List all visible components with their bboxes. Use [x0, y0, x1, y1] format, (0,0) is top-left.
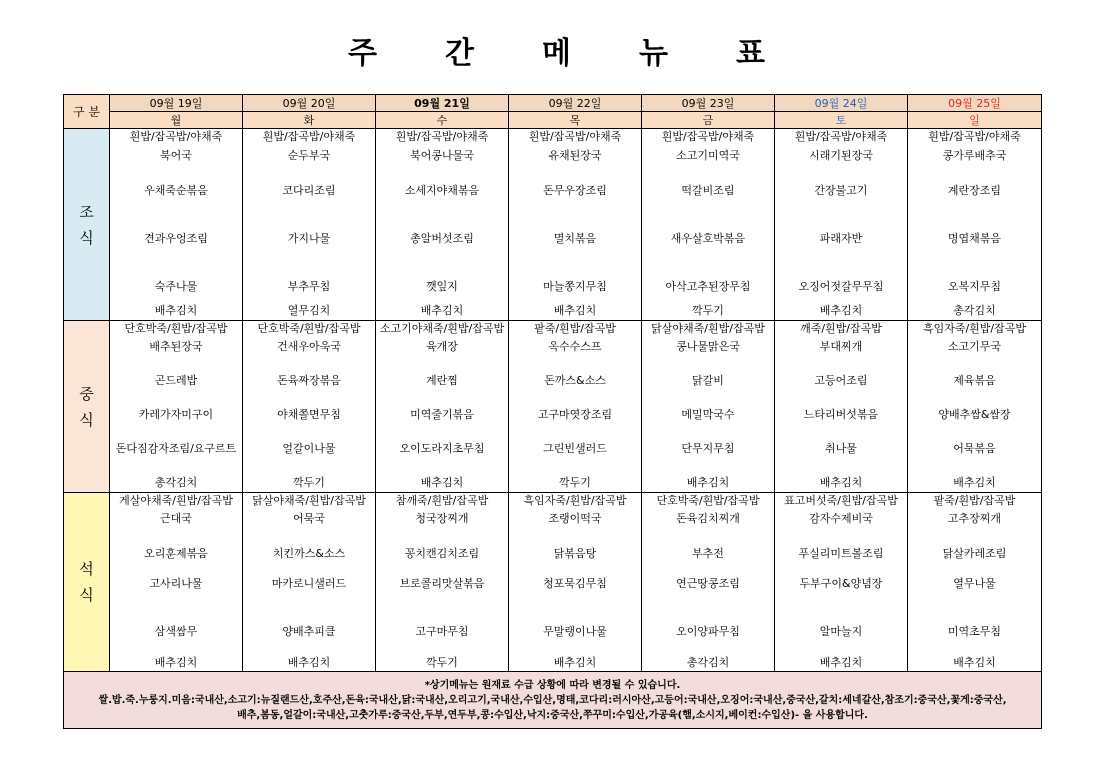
menu-item: 흰밥/잡곡밥/야채죽	[794, 130, 888, 143]
menu-item: 깍두기	[559, 476, 591, 489]
menu-item: 곤드레밥	[154, 374, 198, 387]
menu-item: 배추김치	[553, 304, 597, 317]
breakfast-cell	[642, 129, 775, 321]
menu-item: 배추김치	[553, 656, 597, 669]
day-tue: 화	[243, 112, 376, 129]
menu-item: 부추무침	[287, 280, 331, 293]
menu-item: 삼색쌈무	[154, 625, 198, 638]
menu-item: 열무나물	[953, 577, 996, 590]
menu-item: 단호박죽/흰밥/잡곡밥	[257, 322, 361, 335]
menu-item: 돈까스&소스	[544, 374, 606, 387]
lunch-cell	[775, 321, 908, 493]
dinner-cell	[376, 493, 509, 672]
menu-item: 닭살카레조림	[942, 547, 1007, 560]
menu-item: 시래기된장국	[809, 149, 873, 162]
lunch-cell	[908, 321, 1042, 493]
lunch-cell	[376, 321, 509, 493]
menu-item: 간장불고기	[814, 184, 868, 197]
menu-item: 고추장찌개	[947, 512, 1002, 525]
menu-item: 건새우아욱국	[277, 340, 341, 353]
lunch-cell	[509, 321, 642, 493]
date-fri: 09월 23일	[642, 95, 775, 112]
menu-item: 흑임자죽/흰밥/잡곡밥	[523, 494, 627, 507]
menu-item: 돈육짜장볶음	[277, 374, 341, 387]
menu-item: 돈다짐감자조림/요구르트	[115, 442, 237, 455]
menu-item: 배추김치	[819, 476, 863, 489]
menu-item: 양배추피클	[282, 625, 336, 638]
footer-line-1: *상기메뉴는 원재료 수급 상황에 따라 변경될 수 있습니다.	[424, 679, 681, 691]
menu-item: 열무김치	[287, 304, 331, 317]
menu-item: 우채죽순볶음	[144, 184, 208, 197]
menu-item: 메밀막국수	[681, 408, 735, 421]
menu-item: 카레가자미구이	[138, 408, 214, 421]
menu-item: 총각김치	[686, 656, 730, 669]
menu-item: 떡갈비조림	[681, 184, 735, 197]
menu-item: 소고기무국	[947, 340, 1002, 353]
title-char: 표	[735, 36, 765, 71]
menu-item: 유채된장국	[548, 149, 602, 162]
menu-item: 배추김치	[420, 304, 464, 317]
menu-item: 흑임자죽/흰밥/잡곡밥	[922, 322, 1027, 335]
menu-item: 고구마무침	[415, 625, 469, 638]
menu-item: 깻잎지	[426, 280, 458, 293]
day-fri: 금	[642, 112, 775, 129]
menu-item: 배추김치	[287, 656, 331, 669]
menu-item: 꽁치캔김치조림	[404, 547, 480, 560]
lunch-cell	[243, 321, 376, 493]
menu-item: 배추된장국	[149, 340, 203, 353]
menu-item: 육개장	[426, 340, 458, 353]
menu-item: 마늘쫑지무침	[543, 280, 607, 293]
menu-item: 연근땅콩조림	[676, 577, 740, 590]
menu-item: 오징어젓갈무무침	[798, 280, 884, 293]
title-char: 간	[445, 36, 474, 71]
menu-item: 조랭이떡국	[548, 512, 602, 525]
dinner-label: 석 식	[64, 493, 110, 672]
dinner-cell	[110, 493, 243, 672]
menu-item: 단무지무침	[681, 442, 735, 455]
menu-item: 부추전	[692, 547, 724, 560]
menu-item: 흰밥/잡곡밥/야채죽	[129, 130, 223, 143]
menu-item: 미역초무침	[947, 625, 1002, 638]
menu-item: 닭볶음탕	[553, 547, 597, 560]
menu-item: 두부구이&양념장	[799, 577, 883, 590]
menu-item: 취나물	[825, 442, 857, 455]
title-char: 메	[542, 36, 571, 71]
day-wed: 수	[376, 112, 509, 129]
menu-item: 팥죽/흰밥/잡곡밥	[534, 322, 616, 335]
menu-item: 브로콜리맛살볶음	[399, 577, 485, 590]
menu-item: 계란찜	[426, 374, 458, 387]
menu-item: 근대국	[160, 512, 192, 525]
menu-item: 돈무우장조림	[543, 184, 607, 197]
menu-item: 흰밥/잡곡밥/야채죽	[661, 130, 755, 143]
menu-item: 표고버섯죽/흰밥/잡곡밥	[784, 494, 898, 507]
menu-item: 흰밥/잡곡밥/야채죽	[395, 130, 489, 143]
menu-item: 어묵볶음	[953, 442, 996, 455]
menu-item: 멸치볶음	[553, 232, 597, 245]
menu-item: 깍두기	[293, 476, 325, 489]
date-wed: 09월 21일	[376, 95, 509, 112]
menu-item: 북어국	[160, 149, 192, 162]
menu-item: 어묵국	[293, 512, 325, 525]
title-char: 뉴	[638, 36, 668, 71]
menu-item: 흰밥/잡곡밥/야채죽	[528, 130, 622, 143]
title-char: 주	[348, 36, 378, 71]
breakfast-cell	[775, 129, 908, 321]
menu-item: 견과우엉조림	[144, 232, 208, 245]
date-mon: 09월 19일	[110, 95, 243, 112]
menu-item: 배추김치	[686, 476, 730, 489]
menu-item: 푸실리미트볼조림	[798, 547, 884, 560]
menu-item: 고사리나물	[149, 577, 203, 590]
menu-item: 배추김치	[420, 476, 464, 489]
menu-item: 배추김치	[819, 656, 863, 669]
menu-item: 배추김치	[154, 304, 198, 317]
menu-item: 북어콩나물국	[410, 149, 474, 162]
menu-item: 그린빈샐러드	[543, 442, 607, 455]
menu-item: 계란장조림	[947, 184, 1002, 197]
menu-item: 닭살야채죽/흰밥/잡곡밥	[252, 494, 366, 507]
menu-item: 총각김치	[154, 476, 198, 489]
dinner-cell	[908, 493, 1042, 672]
menu-item: 오이도라지초무침	[399, 442, 485, 455]
menu-item: 야채쫄면무침	[277, 408, 341, 421]
menu-item: 파래자반	[819, 232, 863, 245]
menu-item: 명엽채볶음	[947, 232, 1002, 245]
menu-item: 부대찌개	[819, 340, 863, 353]
day-thu: 목	[509, 112, 642, 129]
menu-item: 느타리버섯볶음	[803, 408, 879, 421]
menu-item: 배추김치	[953, 476, 996, 489]
menu-item: 닭갈비	[692, 374, 724, 387]
day-sat: 토	[775, 112, 908, 129]
menu-item: 가지나물	[287, 232, 331, 245]
date-sat: 09월 24일	[775, 95, 908, 112]
menu-item: 얼갈이나물	[282, 442, 336, 455]
menu-item: 소고기미역국	[676, 149, 740, 162]
menu-item: 소고기야채죽/흰밥/잡곡밥	[379, 322, 505, 335]
date-tue: 09월 20일	[243, 95, 376, 112]
menu-item: 단호박죽/흰밥/잡곡밥	[124, 322, 228, 335]
menu-item: 코다리조림	[282, 184, 336, 197]
menu-item: 단호박죽/흰밥/잡곡밥	[656, 494, 760, 507]
lunch-label: 중 식	[64, 321, 110, 493]
menu-item: 무말랭이나물	[543, 625, 607, 638]
menu-item: 닭살야채죽/흰밥/잡곡밥	[651, 322, 765, 335]
breakfast-label: 조 식	[64, 129, 110, 321]
dinner-row	[64, 493, 1042, 672]
menu-item: 깍두기	[426, 656, 458, 669]
menu-item: 흰밥/잡곡밥/야채죽	[262, 130, 356, 143]
menu-item: 청포묵김무침	[543, 577, 607, 590]
dinner-cell	[243, 493, 376, 672]
menu-item: 참깨죽/흰밥/잡곡밥	[395, 494, 489, 507]
breakfast-cell	[509, 129, 642, 321]
menu-item: 고구마엿장조림	[537, 408, 613, 421]
menu-item: 흰밥/잡곡밥/야채죽	[928, 130, 1021, 143]
footer-line-3: 배추,봄동,얼갈이:국내산,고춧가루:중국산,두부,연두부,콩:수입산,낙지:중국산,쭈꾸미:수입산,가공육(햄,소시지,베이컨:수입산)- 을 사용합니다.	[237, 709, 868, 721]
menu-item: 청국장찌개	[415, 512, 469, 525]
breakfast-cell	[243, 129, 376, 321]
menu-item: 깍두기	[692, 304, 724, 317]
page-title	[0, 28, 1113, 72]
lunch-row	[64, 321, 1042, 493]
menu-item: 새우살호박볶음	[670, 232, 746, 245]
menu-item: 돈육김치찌개	[676, 512, 740, 525]
menu-item: 치킨까스&소스	[272, 547, 346, 560]
menu-item: 고등어조림	[814, 374, 868, 387]
menu-item: 배추김치	[953, 656, 996, 669]
menu-item: 팥죽/흰밥/잡곡밥	[933, 494, 1016, 507]
menu-item: 소세지야채볶음	[404, 184, 480, 197]
menu-item: 아삭고추된장무침	[665, 280, 751, 293]
menu-item: 총알버섯조림	[410, 232, 474, 245]
corner-label: 구 분	[64, 95, 110, 129]
lunch-cell	[642, 321, 775, 493]
menu-item: 오복지무침	[947, 280, 1002, 293]
day-mon: 월	[110, 112, 243, 129]
menu-item: 깨죽/흰밥/잡곡밥	[800, 322, 882, 335]
dinner-cell	[509, 493, 642, 672]
breakfast-cell	[110, 129, 243, 321]
menu-item: 배추김치	[819, 304, 863, 317]
dinner-cell	[642, 493, 775, 672]
menu-item: 숙주나물	[154, 280, 198, 293]
menu-item: 양배추쌈&쌈장	[938, 408, 1011, 421]
footer-line-2: 쌀.밥.죽.누룽지.미음:국내산,소고기:뉴질랜드산,호주산,돈육:국내산,닭:국내산,오리고기,국내산,수입산,명태,코다리:러시아산,고등어:국내산,오징어:국내산,중국산,갈치:세네갈산,참조기:중국산,꽃게:중국산,	[98, 694, 1007, 706]
menu-item: 콩가루배추국	[942, 149, 1007, 162]
day-sun: 일	[908, 112, 1042, 129]
footer-notice	[64, 672, 1042, 729]
date-sun: 09월 25일	[908, 95, 1042, 112]
menu-item: 게살야채죽/흰밥/잡곡밥	[119, 494, 233, 507]
menu-item: 감자수제비국	[809, 512, 873, 525]
menu-item: 순두부국	[287, 149, 331, 162]
dinner-cell	[775, 493, 908, 672]
date-thu: 09월 22일	[509, 95, 642, 112]
menu-item: 오이양파무침	[676, 625, 740, 638]
menu-item: 배추김치	[154, 656, 198, 669]
menu-item: 알마늘지	[819, 625, 863, 638]
weekly-menu-table	[63, 94, 1042, 729]
menu-item: 미역줄기볶음	[410, 408, 474, 421]
menu-item: 총각김치	[953, 304, 996, 317]
menu-item: 옥수수스프	[548, 340, 602, 353]
menu-item: 제육볶음	[953, 374, 996, 387]
menu-item: 오리훈제볶음	[144, 547, 208, 560]
breakfast-row	[64, 129, 1042, 321]
breakfast-cell	[376, 129, 509, 321]
lunch-cell	[110, 321, 243, 493]
breakfast-cell	[908, 129, 1042, 321]
menu-item: 마카로니샐러드	[271, 577, 347, 590]
menu-item: 콩나물맑은국	[676, 340, 740, 353]
